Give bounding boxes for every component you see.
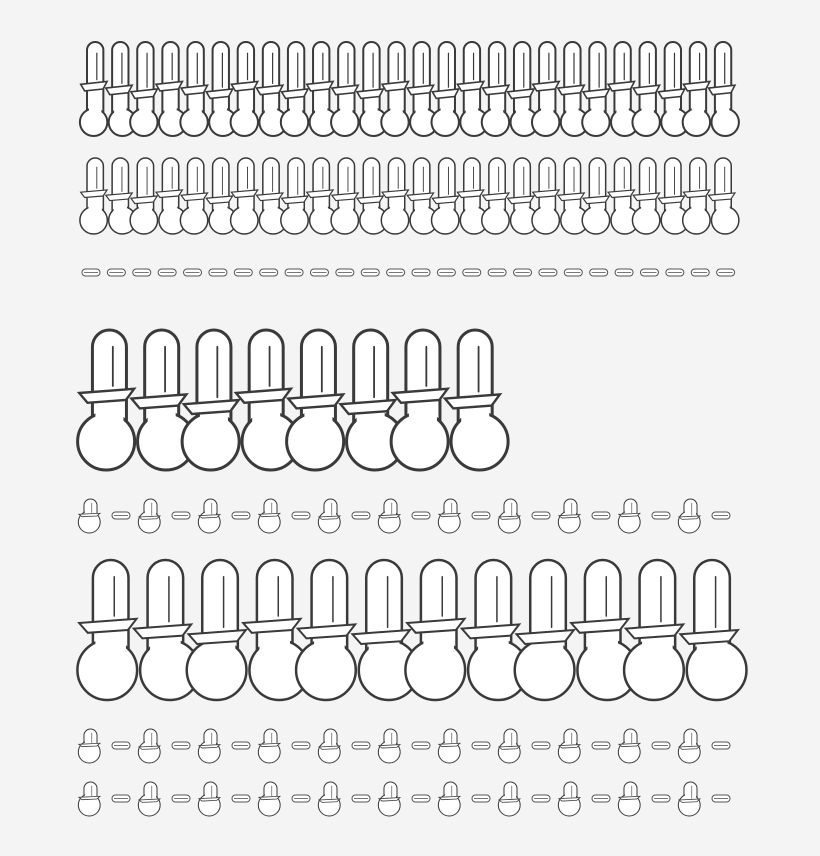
small-sample-row-1 — [78, 499, 730, 533]
small-glyph — [498, 499, 520, 533]
small-glyph — [412, 269, 430, 276]
small-glyph — [138, 782, 160, 816]
small-glyph — [412, 795, 430, 802]
sample-word-1-glyph — [182, 330, 239, 470]
small-glyph — [258, 782, 280, 816]
small-glyph — [198, 499, 220, 533]
small-glyph — [498, 729, 520, 763]
sample-word-2-glyph — [680, 560, 746, 700]
small-glyph — [232, 795, 250, 802]
small-sample-row-3 — [78, 782, 730, 816]
small-glyph — [472, 795, 490, 802]
small-glyph — [209, 269, 227, 276]
lowercase-alphabet-glyph — [709, 158, 739, 234]
small-glyph — [107, 269, 125, 276]
small-glyph — [472, 512, 490, 519]
small-glyph — [112, 795, 130, 802]
small-glyph — [78, 499, 100, 533]
sample-word-2-glyph — [515, 560, 575, 700]
lowercase-alphabet-glyph — [482, 158, 509, 234]
sample-word-1-glyph — [391, 330, 448, 470]
uppercase-alphabet-glyph — [709, 42, 739, 136]
small-glyph — [498, 782, 520, 816]
sample-word-2-glyph — [77, 560, 137, 700]
sample-word-2-row — [77, 560, 746, 700]
small-glyph — [78, 782, 100, 816]
small-glyph — [678, 729, 700, 763]
small-glyph — [184, 269, 202, 276]
sample-word-2-glyph — [405, 560, 465, 700]
lowercase-alphabet-glyph — [532, 158, 559, 234]
small-glyph — [378, 499, 400, 533]
uppercase-alphabet-glyph — [281, 42, 308, 136]
small-glyph — [172, 795, 190, 802]
uppercase-alphabet-glyph — [632, 42, 659, 136]
sample-word-2-glyph — [296, 560, 356, 700]
small-glyph — [558, 499, 580, 533]
small-glyph — [514, 269, 532, 276]
small-glyph — [78, 729, 100, 763]
small-glyph — [652, 512, 670, 519]
symbols-row — [82, 269, 735, 276]
small-glyph — [590, 269, 608, 276]
small-glyph — [532, 512, 550, 519]
small-glyph — [678, 499, 700, 533]
small-glyph — [592, 795, 610, 802]
small-glyph — [285, 269, 303, 276]
uppercase-alphabet-row — [80, 42, 739, 136]
small-glyph — [138, 499, 160, 533]
sample-word-1-glyph — [78, 330, 135, 470]
lowercase-alphabet-glyph — [130, 158, 157, 234]
small-glyph — [437, 269, 455, 276]
uppercase-alphabet-glyph — [331, 42, 358, 136]
small-glyph — [198, 729, 220, 763]
lowercase-alphabet-glyph — [432, 158, 459, 234]
small-glyph — [558, 782, 580, 816]
lowercase-alphabet-glyph — [80, 158, 107, 234]
small-glyph — [558, 729, 580, 763]
sample-word-1-row — [78, 330, 508, 470]
small-glyph — [158, 269, 176, 276]
small-glyph — [112, 512, 130, 519]
lowercase-alphabet-glyph — [281, 158, 308, 234]
small-glyph — [412, 512, 430, 519]
lowercase-alphabet-row — [80, 158, 739, 234]
lowercase-alphabet-glyph — [231, 158, 258, 234]
small-glyph — [112, 742, 130, 749]
small-glyph — [318, 499, 340, 533]
small-glyph — [292, 512, 310, 519]
small-glyph — [352, 795, 370, 802]
small-glyph — [378, 729, 400, 763]
small-glyph — [666, 269, 684, 276]
small-glyph — [172, 512, 190, 519]
lowercase-alphabet-glyph — [582, 158, 609, 234]
uppercase-alphabet-glyph — [683, 42, 710, 136]
lowercase-alphabet-glyph — [381, 158, 408, 234]
small-glyph — [172, 742, 190, 749]
uppercase-alphabet-glyph — [180, 42, 207, 136]
small-glyph — [82, 269, 100, 276]
uppercase-alphabet-glyph — [482, 42, 509, 136]
small-glyph — [133, 269, 151, 276]
small-glyph — [318, 729, 340, 763]
small-glyph — [652, 742, 670, 749]
uppercase-alphabet-glyph — [80, 42, 107, 136]
small-glyph — [438, 782, 460, 816]
small-glyph — [438, 729, 460, 763]
small-glyph — [378, 782, 400, 816]
small-glyph — [318, 782, 340, 816]
uppercase-alphabet-glyph — [381, 42, 408, 136]
small-glyph — [712, 742, 730, 749]
small-glyph — [292, 795, 310, 802]
sample-word-2-glyph — [187, 560, 247, 700]
small-glyph — [412, 742, 430, 749]
small-glyph — [532, 742, 550, 749]
small-sample-row-2 — [78, 729, 730, 763]
small-glyph — [260, 269, 278, 276]
small-glyph — [691, 269, 709, 276]
uppercase-alphabet-glyph — [432, 42, 459, 136]
lowercase-alphabet-glyph — [683, 158, 710, 234]
uppercase-alphabet-glyph — [231, 42, 258, 136]
small-glyph — [712, 512, 730, 519]
sample-word-2-glyph — [624, 560, 684, 700]
uppercase-alphabet-glyph — [582, 42, 609, 136]
small-glyph — [564, 269, 582, 276]
small-glyph — [652, 795, 670, 802]
small-glyph — [640, 269, 658, 276]
small-glyph — [292, 742, 310, 749]
small-glyph — [618, 499, 640, 533]
uppercase-alphabet-glyph — [532, 42, 559, 136]
small-glyph — [198, 782, 220, 816]
small-glyph — [361, 269, 379, 276]
small-glyph — [488, 269, 506, 276]
small-glyph — [310, 269, 328, 276]
small-glyph — [387, 269, 405, 276]
small-glyph — [352, 512, 370, 519]
lowercase-alphabet-glyph — [632, 158, 659, 234]
small-glyph — [336, 269, 354, 276]
small-glyph — [618, 729, 640, 763]
small-glyph — [463, 269, 481, 276]
small-glyph — [258, 499, 280, 533]
small-glyph — [592, 742, 610, 749]
sample-word-1-glyph — [287, 330, 344, 470]
small-glyph — [138, 729, 160, 763]
lowercase-alphabet-glyph — [331, 158, 358, 234]
small-glyph — [615, 269, 633, 276]
small-glyph — [232, 512, 250, 519]
small-glyph — [678, 782, 700, 816]
sample-word-1-glyph — [445, 330, 508, 470]
small-glyph — [232, 742, 250, 749]
small-glyph — [532, 795, 550, 802]
uppercase-alphabet-glyph — [130, 42, 157, 136]
small-glyph — [352, 742, 370, 749]
small-glyph — [712, 795, 730, 802]
small-glyph — [438, 499, 460, 533]
small-glyph — [717, 269, 735, 276]
small-glyph — [592, 512, 610, 519]
lowercase-alphabet-glyph — [180, 158, 207, 234]
small-glyph — [539, 269, 557, 276]
small-glyph — [618, 782, 640, 816]
small-glyph — [472, 742, 490, 749]
small-glyph — [234, 269, 252, 276]
small-glyph — [258, 729, 280, 763]
